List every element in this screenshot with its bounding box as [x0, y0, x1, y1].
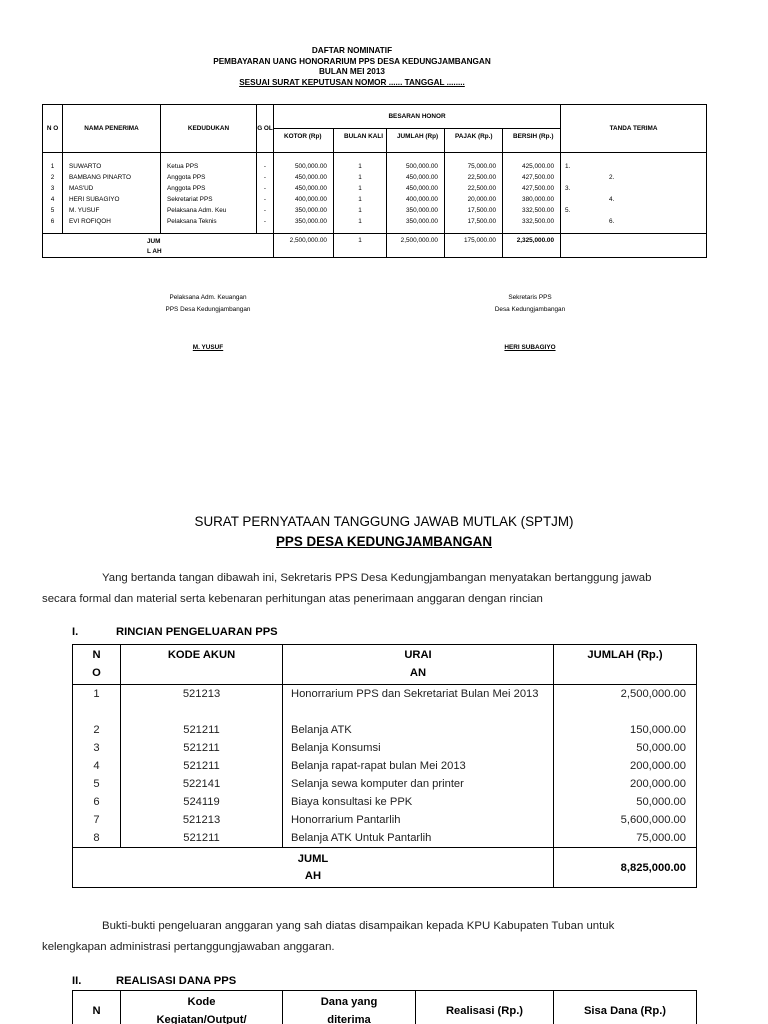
- table-cell-bersih: 332,500.00: [522, 207, 555, 214]
- table-cell-no: 5: [50, 207, 55, 214]
- nama-column: [63, 153, 161, 234]
- table-cell-kode: 521211: [183, 724, 220, 736]
- table-cell-bulan: 1: [358, 207, 362, 214]
- heading-line-4: SESUAI SURAT KEPUTUSAN NOMOR ...... TANGGAL ........: [239, 77, 465, 87]
- heading-line-2: PEMBAYARAN UANG HONORARIUM PPS DESA KEDUNGJAMBANGAN: [213, 56, 491, 66]
- expenditure-total-label: [73, 848, 554, 888]
- closing-paragraph: [42, 916, 712, 958]
- table-cell-tanda: 2.: [609, 174, 615, 181]
- table-cell-jumlah: 150,000.00: [630, 724, 686, 736]
- col-header-gol: G OL: [257, 105, 274, 153]
- total-kotor: 2,500,000.00: [274, 234, 334, 258]
- total-label: [43, 234, 274, 258]
- section-1-heading: [72, 626, 278, 638]
- table-cell-nama: HERI SUBAGIYO: [69, 196, 120, 203]
- table-cell-pajak: 75,000.00: [467, 163, 496, 170]
- table-cell-kedudukan: Anggota PPS: [167, 185, 206, 192]
- col-header-dana-line2: diterima: [327, 1013, 371, 1024]
- table-cell-no: 6: [93, 796, 100, 808]
- col-header-kode-akun: KODE AKUN: [121, 645, 283, 685]
- nominative-list-page: [0, 0, 768, 480]
- pajak-column: [445, 153, 503, 234]
- intro-line-1: Yang bertanda tangan dibawah ini, Sekretaris PPS Desa Kedungjambangan menyatakan bertanggung jawab: [102, 572, 652, 584]
- honorarium-table: [42, 104, 707, 258]
- heading-line-3: BULAN MEI 2013: [319, 67, 385, 76]
- nominative-list-heading: [0, 46, 704, 88]
- table-cell-no: 5: [93, 778, 100, 790]
- signature-right-name: HERI SUBAGIYO: [504, 344, 556, 351]
- col-header-kode-line1: Kode: [187, 995, 216, 1008]
- table-cell-kedudukan: Anggota PPS: [167, 174, 206, 181]
- table-cell-kotor: 450,000.00: [295, 174, 327, 181]
- table-cell-no: 7: [93, 814, 100, 826]
- table-cell-kode: 524119: [183, 796, 220, 808]
- table-cell-bulan: 1: [358, 163, 362, 170]
- table-cell-bersih: 427,500.00: [522, 185, 555, 192]
- table-cell-jumlah: 75,000.00: [636, 832, 686, 844]
- section-1-title: RINCIAN PENGELUARAN PPS: [116, 626, 278, 638]
- table-cell-bersih: 425,000.00: [522, 163, 555, 170]
- table-cell-tanda: 5.: [565, 207, 571, 214]
- expenditure-total-label-text: JUML AH: [297, 852, 329, 882]
- sptjm-title: SURAT PERNYATAAN TANGGUNG JAWAB MUTLAK (SPTJM): [194, 514, 574, 529]
- intro-line-2: secara formal dan material serta kebenaran perhitungan atas penerimaan anggaran dengan rincian: [42, 593, 543, 605]
- table-cell-jumlah: 400,000.00: [406, 196, 438, 203]
- table-cell-jumlah: 200,000.00: [630, 778, 686, 790]
- table-cell-gol: -: [263, 218, 267, 225]
- expenditure-total-row: [73, 848, 697, 888]
- table-cell-pajak: 17,500.00: [467, 218, 496, 225]
- section-2-number: II.: [72, 975, 82, 987]
- table-cell-jumlah: 450,000.00: [406, 174, 438, 181]
- table-cell-uraian: Biaya konsultasi ke PPK: [291, 796, 413, 808]
- table-cell-jumlah: 350,000.00: [406, 207, 438, 214]
- table-cell-no: 2: [50, 174, 55, 181]
- table-cell-no: 3: [93, 742, 100, 754]
- expenditure-table: [72, 644, 697, 888]
- kode-column: [121, 685, 283, 848]
- kedudukan-column: [161, 153, 257, 234]
- table-cell-bersih: 380,000.00: [522, 196, 555, 203]
- table-body: [43, 153, 707, 234]
- signature-right-title1: Sekretaris PPS: [508, 294, 552, 301]
- col-header-uraian-text: URAI AN: [404, 649, 432, 679]
- table-cell-kode: 522141: [182, 778, 221, 790]
- section-1-number: I.: [72, 626, 79, 638]
- expenditure-body: [73, 685, 697, 848]
- table-cell-no: 1: [50, 163, 55, 170]
- bulan-column: [334, 153, 387, 234]
- col-header-realisasi: Realisasi (Rp.): [416, 991, 554, 1024]
- kotor-column: [274, 153, 334, 234]
- col-header-dana-diterima: [283, 991, 416, 1024]
- col-header-kode-line2: Kegiatan/Output/: [156, 1013, 247, 1024]
- table-cell-tanda: 6.: [609, 218, 615, 225]
- table-cell-uraian: Belanja rapat-rapat bulan Mei 2013: [291, 760, 466, 772]
- jumlah-column: [387, 153, 445, 234]
- table-cell-pajak: 20,000.00: [467, 196, 496, 203]
- total-bersih: 2,325,000.00: [503, 234, 561, 258]
- col-header-no: [73, 645, 121, 685]
- table-cell-nama: MAS'UD: [69, 185, 94, 192]
- table-cell-kode: 521213: [182, 814, 221, 826]
- table-cell-kedudukan: Sekretariat PPS: [167, 196, 213, 203]
- intro-paragraph: [42, 568, 712, 610]
- col-header-kedudukan: KEDUDUKAN: [161, 105, 257, 153]
- closing-line-1: Bukti-bukti pengeluaran anggaran yang sah diatas disampaikan kepada KPU Kabupaten Tuban untuk: [102, 920, 615, 932]
- table-cell-no: 4: [50, 196, 55, 203]
- table-cell-uraian: Belanja Konsumsi: [291, 742, 381, 754]
- table-cell-uraian: Belanja ATK Untuk Pantarlih: [291, 832, 432, 844]
- table-cell-no: 4: [93, 760, 100, 772]
- table-cell-bulan: 1: [358, 174, 362, 181]
- table-cell-no: 6: [50, 218, 55, 225]
- uraian-column: [283, 685, 554, 848]
- col-header-jumlah: JUMLAH (Rp): [387, 129, 445, 153]
- table-cell-kedudukan: Ketua PPS: [167, 163, 199, 170]
- col-header-kotor: KOTOR (Rp): [274, 129, 334, 153]
- total-pajak: 175,000.00: [445, 234, 503, 258]
- table-cell-kotor: 450,000.00: [295, 185, 327, 192]
- section-2-heading: [72, 975, 236, 987]
- table-cell-pajak: 22,500.00: [467, 174, 496, 181]
- col-header-tanda-terima: TANDA TERIMA: [561, 105, 707, 153]
- table-cell-bulan: 1: [358, 196, 362, 203]
- table-cell-jumlah: 50,000.00: [636, 742, 686, 754]
- table-cell-jumlah: 450,000.00: [406, 185, 438, 192]
- table-cell-jumlah: 2,500,000.00: [620, 688, 686, 700]
- expenditure-total-value: 8,825,000.00: [554, 848, 697, 888]
- table-cell-kode: 521213: [182, 688, 221, 700]
- table-cell-bulan: 1: [358, 185, 362, 192]
- table-cell-tanda: 4.: [609, 196, 615, 203]
- no-column: [73, 685, 121, 848]
- col-header-no-text: N O: [92, 649, 101, 679]
- table-cell-pajak: 17,500.00: [467, 207, 496, 214]
- table-cell-kedudukan: Pelaksana Teknis: [167, 218, 217, 225]
- table-cell-kotor: 500,000.00: [295, 163, 327, 170]
- signature-left: [138, 292, 278, 354]
- bersih-column: [503, 153, 561, 234]
- col-header-uraian: [283, 645, 554, 685]
- col-header-kode-kegiatan: [121, 991, 283, 1024]
- table-cell-nama: SUWARTO: [69, 163, 102, 170]
- table-cell-gol: -: [263, 196, 267, 203]
- table-cell-nama: M. YUSUF: [69, 207, 100, 214]
- table-cell-no: 2: [93, 724, 100, 736]
- total-row: [43, 234, 707, 258]
- table-cell-kode: 521211: [183, 760, 220, 772]
- table-cell-no: 1: [93, 688, 100, 700]
- table-cell-bulan: 1: [358, 218, 362, 225]
- col-header-sisa-dana: Sisa Dana (Rp.): [554, 991, 697, 1024]
- sptjm-subtitle: PPS DESA KEDUNGJAMBANGAN: [275, 534, 492, 549]
- signature-left-title2: PPS Desa Kedungjambangan: [165, 306, 251, 313]
- no-column: [43, 153, 63, 234]
- table-cell-kode: 521211: [183, 742, 220, 754]
- col-header-jumlah: JUMLAH (Rp.): [554, 645, 697, 685]
- total-bulan: 1: [334, 234, 387, 258]
- table-cell-uraian: Selanja sewa komputer dan printer: [291, 778, 464, 790]
- table-cell-jumlah: 50,000.00: [636, 796, 686, 808]
- table-cell-jumlah: 350,000.00: [406, 218, 438, 225]
- col-header-pajak: PAJAK (Rp.): [445, 129, 503, 153]
- table-cell-gol: -: [263, 207, 267, 214]
- table-cell-uraian: Honorrarium PPS dan Sekretariat Bulan Mei 2013: [291, 688, 539, 700]
- col-header-no: N: [73, 991, 121, 1024]
- total-jumlah: 2,500,000.00: [387, 234, 445, 258]
- table-cell-jumlah: 500,000.00: [406, 163, 438, 170]
- col-header-nama: NAMA PENERIMA: [63, 105, 161, 153]
- signature-left-title1: Pelaksana Adm. Keuangan: [169, 294, 247, 301]
- closing-line-2: kelengkapan administrasi pertanggungjawaban anggaran.: [42, 941, 335, 953]
- table-cell-no: 8: [93, 832, 100, 844]
- table-cell-bersih: 332,500.00: [522, 218, 555, 225]
- table-cell-kotor: 350,000.00: [295, 207, 327, 214]
- signature-right-title2: Desa Kedungjambangan: [494, 306, 566, 313]
- col-header-bersih: BERSIH (Rp.): [503, 129, 561, 153]
- jumlah-column: [554, 685, 697, 848]
- table-cell-gol: -: [263, 163, 267, 170]
- table-cell-uraian: Belanja ATK: [291, 724, 352, 736]
- signature-right: [460, 292, 600, 354]
- table-cell-kedudukan: Pelaksana Adm. Keu: [167, 207, 227, 214]
- table-cell-tanda: 3.: [565, 185, 571, 192]
- total-tanda-empty: [561, 234, 707, 258]
- table-cell-kode: 521211: [183, 832, 220, 844]
- col-header-bulan: BULAN KALI: [334, 129, 387, 153]
- table-cell-gol: -: [263, 174, 267, 181]
- table-cell-jumlah: 200,000.00: [630, 760, 686, 772]
- table-cell-bersih: 427,500.00: [522, 174, 555, 181]
- col-header-no: N O: [43, 105, 63, 153]
- table-cell-nama: BAMBANG PINARTO: [69, 174, 131, 181]
- col-header-besaran: BESARAN HONOR: [274, 105, 561, 129]
- table-cell-no: 3: [50, 185, 55, 192]
- gol-column: [257, 153, 274, 234]
- table-cell-nama: EVI ROFIQOH: [69, 218, 111, 225]
- table-cell-uraian: Honorrarium Pantarlih: [291, 814, 401, 826]
- total-label-text: JUML AH: [147, 238, 162, 255]
- signature-left-name: M. YUSUF: [192, 344, 224, 351]
- table-cell-gol: -: [263, 185, 267, 192]
- col-header-dana-line1: Dana yang: [320, 995, 378, 1008]
- heading-line-1: DAFTAR NOMINATIF: [311, 46, 393, 55]
- table-cell-tanda: 1.: [565, 163, 571, 170]
- table-cell-jumlah: 5,600,000.00: [620, 814, 686, 826]
- tanda-terima-column: [561, 153, 707, 234]
- section-2-title: REALISASI DANA PPS: [116, 975, 237, 987]
- table-cell-kotor: 350,000.00: [295, 218, 327, 225]
- sptjm-page: [0, 480, 768, 1024]
- table-cell-pajak: 22,500.00: [467, 185, 496, 192]
- table-cell-kotor: 400,000.00: [295, 196, 327, 203]
- realization-table: [72, 990, 697, 1024]
